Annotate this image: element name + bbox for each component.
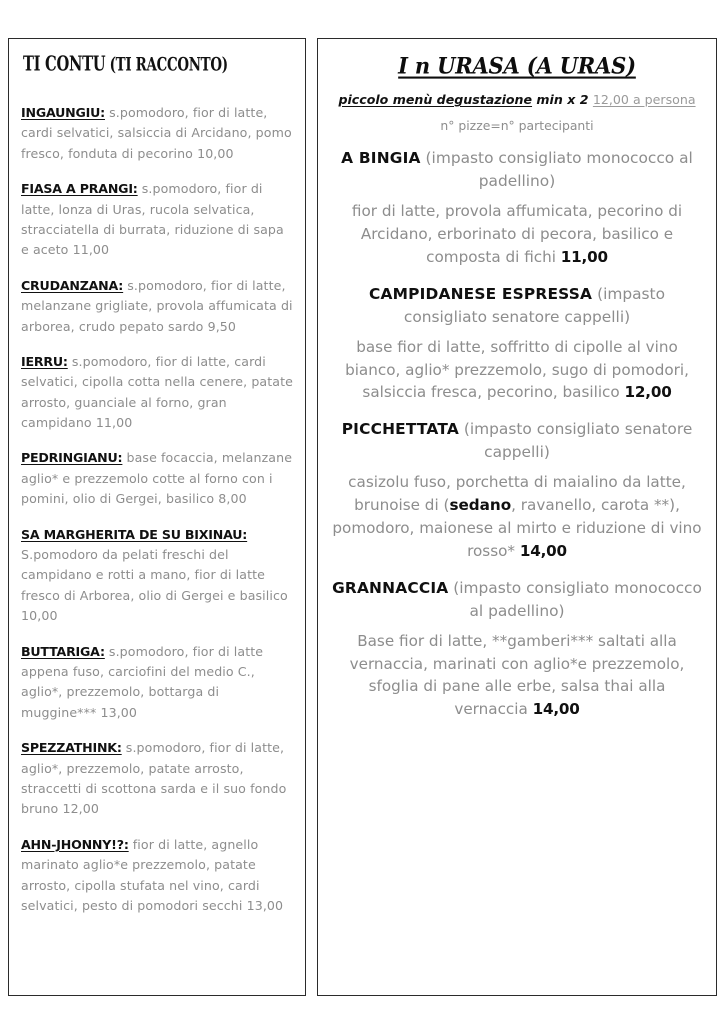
menu-item-price: 9,50 <box>207 318 237 334</box>
pizza-item <box>330 147 704 269</box>
menu-item-description: s.pomodoro, fior di latte, melanzane grigliate, provola affumicata di arborea, crudo pepato sardo <box>21 277 293 334</box>
left-menu-panel <box>8 38 306 996</box>
menu-item <box>21 835 295 917</box>
menu-item-price: 11,00 <box>95 415 133 431</box>
menu-item-name: IERRU: <box>21 353 68 369</box>
menu-item <box>21 276 295 337</box>
menu-item-name: CRUDANZANA: <box>21 277 124 293</box>
left-panel-title <box>23 53 284 77</box>
menu-item-name: AHN-JHONNY!?: <box>21 836 129 852</box>
menu-item-name: PEDRINGIANU: <box>21 450 123 466</box>
pizza-item-name: PICCHETTATA <box>341 420 459 439</box>
pizza-item-head <box>330 418 704 464</box>
tasting-menu-note: n° pizze=n° partecipanti <box>440 118 594 133</box>
pizza-item-price: 14,00 <box>532 700 580 719</box>
pizza-item-name: GRANNACCIA <box>332 578 449 597</box>
pizza-item-body <box>330 630 704 721</box>
menu-item <box>21 738 295 820</box>
menu-item-description: s.pomodoro, fior di latte, lonza di Uras, rucola selvatica, stracciatella di burrata, riduzione di sapa e aceto <box>21 181 284 258</box>
right-item-list <box>330 147 704 721</box>
pizza-item-name: A BINGIA <box>341 149 421 167</box>
pizza-item-head <box>330 147 704 193</box>
menu-item-description: s.pomodoro, fior di latte, aglio*, prezzemolo, patate arrosto, straccetti di scottona sarda e il suo fondo bruno <box>21 740 287 817</box>
menu-item-name: FIASA A PRANGI: <box>21 181 138 197</box>
menu-item-description: s.pomodoro, fior di latte, cardi selvatici, salsiccia di Arcidano, pomo fresco, fonduta di pecorino <box>21 105 292 161</box>
menu-item <box>21 642 295 724</box>
menu-item <box>21 103 295 164</box>
right-panel-title: I n URASA (A URAS) <box>398 52 636 79</box>
pizza-item <box>330 577 704 721</box>
pizza-item-price: 12,00 <box>624 383 672 402</box>
pizza-item-price: 14,00 <box>519 541 567 560</box>
pizza-item-dough-note: (impasto consigliato senatore cappelli) <box>458 420 693 462</box>
pizza-item-price: 11,00 <box>560 247 608 266</box>
menu-item-price: 13,00 <box>246 897 284 913</box>
pizza-item-description: Base fior di latte, **gamberi*** saltati alla vernaccia, marinati con aglio*e prezzemolo, sfoglia di pane alle erbe, salsa thai alla vernaccia <box>349 631 685 719</box>
menu-item-description: S.pomodoro da pelati freschi del campidano e rotti a mano, fior di latte fresco di Arborea, olio di Gergei e basilico <box>21 547 288 603</box>
tasting-menu-minimum: min x 2 <box>532 92 593 107</box>
pizza-item-body <box>330 200 704 268</box>
menu-item <box>21 525 295 627</box>
menu-item-description: s.pomodoro, fior di latte, cardi selvatici, cipolla cotta nella cenere, patate arrosto, guanciale al forno, gran campidano <box>21 353 293 431</box>
menu-item-name: BUTTARIGA: <box>21 643 105 659</box>
left-panel-title-main: TI CONTU <box>23 53 106 77</box>
pizza-item-head <box>330 283 704 329</box>
menu-item-name: INGAUNGIU: <box>21 105 105 120</box>
menu-item-name: SPEZZATHINK: <box>21 740 122 756</box>
right-menu-panel <box>317 38 717 996</box>
pizza-item-description-cont: , ravanello, carota **), pomodoro, maionese al mirto e riduzione di vino rosso* <box>332 496 702 560</box>
pizza-item-dough-note: (impasto consigliato monococco al padellino) <box>448 578 702 620</box>
menu-item-price: 11,00 <box>72 242 110 258</box>
tasting-menu-subtitle <box>330 92 704 107</box>
pizza-item <box>330 418 704 562</box>
pizza-item-head <box>330 577 704 623</box>
menu-item-price: 13,00 <box>100 704 138 720</box>
tasting-menu-price-per-person: 12,00 a persona <box>592 92 696 107</box>
menu-item-price: 12,00 <box>62 801 100 817</box>
pizza-item-name: CAMPIDANESE ESPRESSA <box>368 284 593 303</box>
pizza-item-description: fior di latte, provola affumicata, pecorino di Arcidano, erborinato di pecora, basilico e composta di fichi <box>351 202 683 266</box>
menu-item <box>21 448 295 509</box>
menu-item-price: 10,00 <box>197 145 234 161</box>
pizza-item-description: casizolu fuso, porchetta di maialino da latte, brunoise di ( <box>348 473 686 515</box>
menu-item-description: base focaccia, melanzane aglio* e prezzemolo cotte al forno con i pomini, olio di Gergei, basilico <box>21 450 293 507</box>
menu-item-description: s.pomodoro, fior di latte appena fuso, carciofini del medio C., aglio*, prezzemolo, bottarga di muggine*** <box>21 643 264 720</box>
pizza-item-highlight-ingredient: sedano <box>449 496 512 515</box>
pizza-item <box>330 283 704 405</box>
pizza-item-body <box>330 336 704 404</box>
pizza-item-description: base fior di latte, soffritto di cipolle al vino bianco, aglio* prezzemolo, sugo di pomodori, salsiccia fresca, pecorino, basilico <box>345 337 689 402</box>
menu-item-price: 10,00 <box>21 608 58 624</box>
menu-item <box>21 352 295 434</box>
left-item-list <box>21 103 295 916</box>
menu-item <box>21 179 295 261</box>
pizza-item-dough-note: (impasto consigliato monococco al padellino) <box>420 149 693 191</box>
pizza-item-dough-note: (impasto consigliato senatore cappelli) <box>403 284 666 326</box>
menu-item-price: 8,00 <box>218 491 247 507</box>
left-panel-title-sub: (TI RACCONTO) <box>109 53 228 76</box>
tasting-menu-label: piccolo menù degustazione <box>338 92 533 107</box>
menu-item-name: SA MARGHERITA DE SU BIXINAU: <box>21 526 248 542</box>
pizza-item-body <box>330 471 704 562</box>
menu-item-description: fior di latte, agnello marinato aglio*e prezzemolo, patate arrosto, cipolla stufata nel vino, cardi selvatici, pesto di pomodori secchi <box>21 836 260 913</box>
